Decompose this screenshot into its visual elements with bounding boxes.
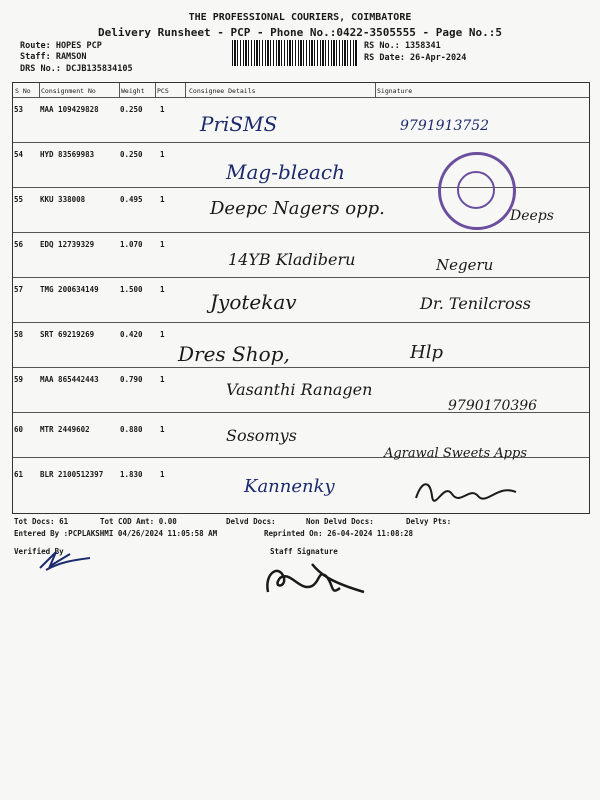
row-55-weight: 0.495 [120, 195, 143, 204]
row-60-pcs: 1 [160, 425, 165, 434]
row-58-pcs: 1 [160, 330, 165, 339]
rs-no: RS No.: 1358341 [364, 41, 441, 51]
verified-signature [36, 548, 96, 574]
row-60-sig: Agrawal Sweets Apps [384, 446, 527, 461]
row-57-sig: Dr. Tenilcross [420, 294, 531, 313]
verified-by: Verified By [14, 547, 64, 556]
row-61-signature-scribble [412, 476, 522, 506]
col-consignee: Consignee Details [189, 87, 256, 95]
col-signature: Signature [377, 87, 413, 95]
row-60-details: Sosomys [226, 426, 297, 445]
tot-cod: Tot COD Amt: 0.00 [100, 517, 177, 526]
company-title: THE PROFESSIONAL COURIERS, COIMBATORE [188, 12, 412, 23]
row-61-weight: 1.830 [120, 470, 143, 479]
col-consignment: Consignment No [41, 87, 96, 95]
non-delvd-docs: Non Delvd Docs: [306, 517, 374, 526]
row-56-pcs: 1 [160, 240, 165, 249]
row-57-sno: 57 [14, 285, 24, 294]
row-54-pcs: 1 [160, 150, 165, 159]
row-53-weight: 0.250 [120, 105, 143, 114]
row-57-cons: TMG 200634149 [40, 285, 99, 294]
row-55-details: Deepc Nagers opp. [210, 198, 385, 219]
delvd-docs: Delvd Docs: [226, 517, 276, 526]
row-60-cons: MTR 2449602 [40, 425, 90, 434]
row-57-pcs: 1 [160, 285, 165, 294]
row-61-sno: 61 [14, 470, 24, 479]
runsheet-subtitle: Delivery Runsheet - PCP - Phone No.:0422-3505555 - Page No.:5 [98, 26, 502, 39]
row-54-weight: 0.250 [120, 150, 143, 159]
row-53-sno: 53 [14, 105, 24, 114]
row-61-cons: BLR 2100512397 [40, 470, 104, 479]
delivery-stamp [438, 152, 516, 230]
row-54-cons: HYD 83569983 [40, 150, 95, 159]
row-53-cons: MAA 109429828 [40, 105, 99, 114]
rs-date: RS Date: 26-Apr-2024 [364, 53, 467, 63]
col-weight: Weight [121, 87, 145, 95]
col-pcs: PCS [157, 87, 169, 95]
staff-signature-label: Staff Signature [270, 547, 338, 556]
row-59-sig: 9790170396 [448, 398, 538, 414]
row-53-details: PriSMS [200, 112, 278, 136]
entered-by: Entered By :PCPLAKSHMI 04/26/2024 11:05:58 AM [14, 529, 218, 538]
staff: Staff: RAMSON [20, 52, 87, 62]
row-56-sig: Negeru [436, 256, 494, 274]
row-61-pcs: 1 [160, 470, 165, 479]
row-56-sno: 56 [14, 240, 24, 249]
staff-signature [260, 558, 370, 600]
row-56-details: 14YB Kladiberu [228, 250, 356, 269]
row-57-weight: 1.500 [120, 285, 143, 294]
row-57-details: Jyotekav [210, 290, 297, 314]
row-55-cons: KKU 338008 [40, 195, 86, 204]
row-59-weight: 0.790 [120, 375, 143, 384]
row-58-sno: 58 [14, 330, 24, 339]
row-61-details: Kannenky [244, 476, 335, 497]
row-60-weight: 0.880 [120, 425, 143, 434]
row-53-pcs: 1 [160, 105, 165, 114]
reprinted-on: Reprinted On: 26-04-2024 11:08:28 [264, 529, 414, 538]
row-58-weight: 0.420 [120, 330, 143, 339]
row-59-details: Vasanthi Ranagen [226, 380, 373, 399]
row-60-sno: 60 [14, 425, 24, 434]
row-59-cons: MAA 865442443 [40, 375, 99, 384]
row-58-cons: SRT 69219269 [40, 330, 95, 339]
route: Route: HOPES PCP [20, 41, 102, 51]
row-56-weight: 1.070 [120, 240, 143, 249]
row-59-pcs: 1 [160, 375, 165, 384]
row-55-sig: Deeps [510, 208, 554, 224]
tot-docs: Tot Docs: 61 [14, 517, 69, 526]
row-56-cons: EDQ 12739329 [40, 240, 95, 249]
row-55-sno: 55 [14, 195, 24, 204]
delvy-pts: Delvy Pts: [406, 517, 452, 526]
row-59-sno: 59 [14, 375, 24, 384]
row-54-details: Mag-bleach [226, 160, 346, 184]
row-58-sig: Hlp [410, 342, 443, 363]
row-55-pcs: 1 [160, 195, 165, 204]
col-sno: S No [15, 87, 31, 95]
drs-no: DRS No.: DCJB135834105 [20, 64, 133, 74]
row-54-sno: 54 [14, 150, 24, 159]
barcode [232, 40, 358, 66]
row-58-details: Dres Shop, [178, 342, 290, 366]
row-53-sig: 9791913752 [400, 118, 490, 134]
